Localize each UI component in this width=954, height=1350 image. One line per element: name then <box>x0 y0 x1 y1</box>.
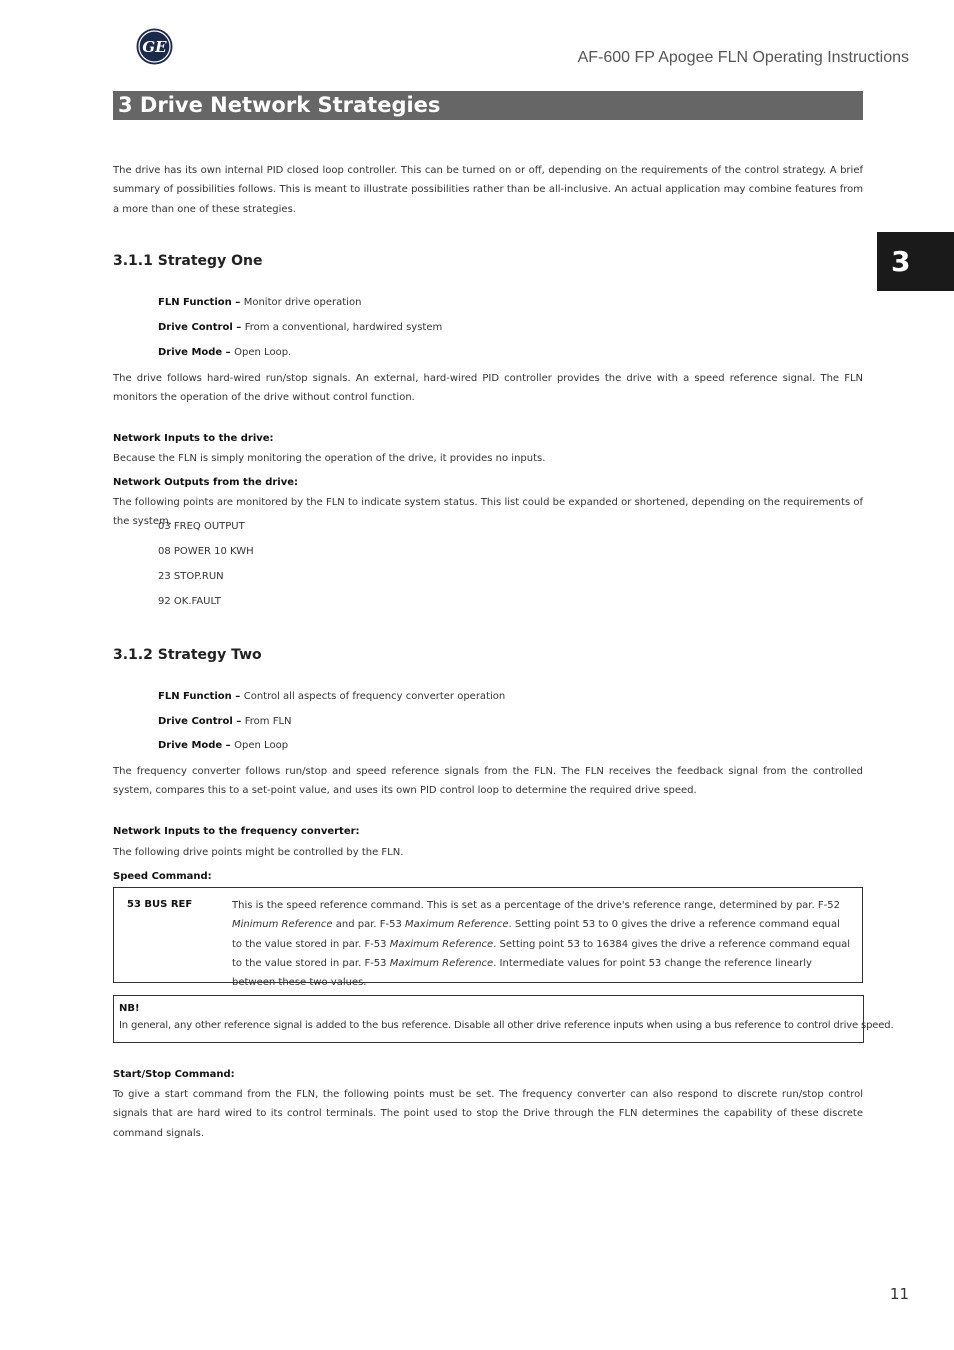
s1-fln-function-label: FLN Function – <box>158 297 244 308</box>
s1-outputs-label: Network Outputs from the drive: <box>113 477 299 488</box>
note-box <box>113 995 894 1043</box>
point-item: 92 OK.FAULT <box>158 596 221 607</box>
point-item: 23 STOP.RUN <box>158 571 224 582</box>
s1-drive-mode-value: Open Loop. <box>234 347 292 358</box>
start-stop-text: To give a start command from the FLN, the following points must be set. The frequency converter can also respond to discrete run/stop control signals that are hard wired to its control terminals. The point used to stop the Drive through the FLN determines the capability of these discrete command signals. <box>113 1089 863 1139</box>
page-number: 11 <box>889 1285 909 1303</box>
s1-drive-control-value: From a conventional, hardwired system <box>244 322 443 333</box>
s1-drive-mode-label: Drive Mode – <box>158 347 235 358</box>
chapter-heading-bar <box>113 91 863 120</box>
s1-outputs-text: The following points are monitored by the FLN to indicate system status. This list could be expanded or shortened, depending on the requirements of the system. <box>113 497 863 528</box>
ge-logo <box>136 28 173 65</box>
s2-fln-function-value: Control all aspects of frequency converter operation <box>243 691 506 702</box>
s2-drive-mode-label: Drive Mode – <box>158 740 235 751</box>
s2-inputs-text: The following drive points might be controlled by the FLN. <box>113 847 404 858</box>
s1-drive-mode <box>158 347 291 358</box>
strategy-one-heading: 3.1.1 Strategy One <box>113 253 263 269</box>
s2-inputs-label: Network Inputs to the frequency converter: <box>113 826 360 837</box>
s1-drive-control <box>158 322 442 333</box>
s1-drive-control-label: Drive Control – <box>158 322 245 333</box>
s1-fln-function-value: Monitor drive operation <box>243 297 362 308</box>
strategy-two-heading: 3.1.2 Strategy Two <box>113 647 262 663</box>
s1-fln-function <box>158 297 361 308</box>
s1-inputs-label: Network Inputs to the drive: <box>113 433 274 444</box>
s2-drive-mode <box>158 740 288 751</box>
s1-inputs-text: Because the FLN is simply monitoring the operation of the drive, it provides no inputs. <box>113 453 546 464</box>
start-stop-label: Start/Stop Command: <box>113 1069 235 1080</box>
s2-description: The frequency converter follows run/stop and speed reference signals from the FLN. The FLN receives the feedback signal from the controlled system, compares this to a set-point value, and uses its own PID control loop to determine the required drive speed. <box>113 766 863 797</box>
s1-description: The drive follows hard-wired run/stop signals. An external, hard-wired PID controller provides the drive with a speed reference signal. The FLN monitors the operation of the drive without control function. <box>113 373 863 404</box>
ge-logo-text: GE <box>142 38 167 56</box>
intro-paragraph: The drive has its own internal PID closed loop controller. This can be turned on or off, depending on the requirements of the control strategy. A brief summary of possibilities follows. This is meant to illustrate possibilities rather than be all-inclusive. An actual application may combine features from a more than one of these strategies. <box>113 165 863 215</box>
s2-drive-control <box>158 716 292 727</box>
chapter-side-tab: 3 <box>877 232 954 291</box>
point-item: 03 FREQ OUTPUT <box>158 521 245 532</box>
chapter-title: 3 Drive Network Strategies <box>118 93 441 117</box>
s2-fln-function-label: FLN Function – <box>158 691 244 702</box>
s2-fln-function <box>158 691 505 702</box>
document-title: AF-600 FP Apogee FLN Operating Instructions <box>577 49 909 66</box>
speed-command-table <box>113 887 863 989</box>
speed-command-label: Speed Command: <box>113 871 212 882</box>
point-item: 08 POWER 10 KWH <box>158 546 254 557</box>
s2-drive-control-label: Drive Control – <box>158 716 245 727</box>
note-text: In general, any other reference signal is added to the bus reference. Disable all other drive reference inputs when using a bus reference to control drive speed. <box>119 1020 894 1031</box>
s2-drive-control-value: From FLN <box>244 716 292 727</box>
speed-point-name: 53 BUS REF <box>127 899 193 910</box>
s2-drive-mode-value: Open Loop <box>234 740 289 751</box>
speed-point-description: This is the speed reference command. This is set as a percentage of the drive's reference range, determined by par. F-52 Minimum Reference and par. F-53 Maximum Reference. Setting point 53 to 0 gives the drive a reference command equal to the value stored in par. F-53 Maximum Reference. Setting point 53 to 16384 gives the drive a reference command equal to the value stored in par. F-53 Maximum Reference. Intermediate values for point 53 change the reference linearly between these two values. <box>232 900 851 989</box>
note-title: NB! <box>119 1003 140 1014</box>
